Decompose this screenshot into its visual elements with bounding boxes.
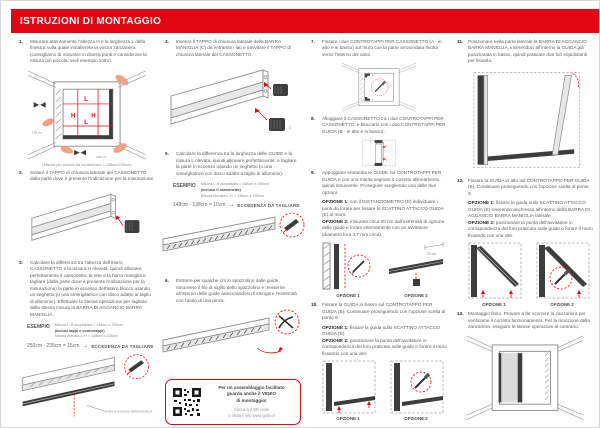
step-13 [457, 311, 593, 330]
title-banner [11, 9, 599, 33]
barra-leaning [552, 75, 571, 154]
window-measure-diagram [21, 69, 153, 161]
step-5-text: Calcolare la differenza tra la larghezza delle GUIDE e la misura L rilevata, quindi allineare perfettamente, e tagliare la parte in eccesso usando un seghetto (o una smerigliatrice con disco adatto a taglio di alluminio). [176, 151, 297, 176]
step-13-text: Montaggio finito. Provare a far scorrere la zanzariera per verificarne il corretto funzionamento. Per la rimozione della zanzariera, eseguire le stesse operazioni al contrario. [468, 311, 590, 329]
screwdriver-icon [375, 85, 382, 92]
guide-bar [471, 245, 477, 297]
finished-window-diagram [459, 334, 591, 422]
step-12-opt2-label: OPZIONE 2: [468, 219, 495, 225]
formula-2-expression: 148cm - 138cm = 10cm [173, 202, 226, 209]
controtappo-bottom [375, 163, 383, 166]
opzione-2-label: OPZIONE 2 [404, 416, 428, 421]
piece-a-top-label: A [371, 75, 373, 78]
step-3-number: 3. [19, 259, 23, 265]
column-1 [19, 39, 155, 425]
step-4 [165, 39, 301, 58]
step-12-opzione-1-diagram [463, 240, 525, 302]
ex1-row2-key: Misura rilevata L-H [54, 334, 87, 339]
step-1-number: 1. [19, 39, 23, 44]
qr-code[interactable] [172, 387, 202, 417]
step-9-diagrams [317, 239, 447, 293]
step-2-number: 2. [19, 169, 23, 175]
maniglia-caps-diagram [167, 62, 299, 148]
guide-cut-diagram [159, 211, 307, 275]
step-13-number: 13. [457, 311, 464, 317]
step-6-number: 6. [165, 278, 169, 284]
cassonetto-cap-diagram [21, 187, 153, 257]
pencil-icon [353, 261, 364, 272]
step-9-option-1 [322, 199, 447, 218]
ex2-row2-key: Misura rilevata L-H [200, 193, 233, 198]
step-12-diagram-labels [463, 302, 593, 307]
video-box-line3: di montaggio! [236, 397, 267, 403]
step-9-opzione-1-diagram [317, 239, 379, 293]
hand-illustration [114, 73, 130, 87]
step-9-opt1-text: con il DISTANZIOMETRO (D) individuare i punti da forare per fissare lo SCATTINO ATTACCO GUIDA (E) al muro. [322, 199, 444, 218]
formula-1 [27, 343, 155, 349]
step-2 [19, 170, 155, 183]
step-9 [311, 170, 447, 196]
step-6 [165, 278, 301, 304]
column-3 [311, 39, 447, 425]
opzione-1-label: OPZIONE 1 [482, 302, 506, 308]
step-11 [457, 39, 593, 65]
guide-bar [334, 244, 339, 289]
step-9-opt2-label: OPZIONE 2: [322, 218, 349, 224]
step-10-opt2-label: OPZIONE 2: [322, 337, 349, 343]
cap-c-label: C [289, 126, 292, 131]
column-2 [165, 39, 301, 425]
step-10-option-1 [322, 325, 447, 338]
columns [19, 39, 593, 425]
controtappo-a-top [365, 74, 370, 78]
example-label: ESEMPIO [173, 183, 196, 190]
step-12-number: 12. [457, 177, 464, 183]
label-h-right: H [91, 113, 96, 120]
barra-aggancio-diagram [13, 352, 161, 422]
piece-a-label: A [370, 141, 372, 144]
tape-measure-icon [74, 150, 86, 156]
step-12-opzione-2-diagram [531, 240, 593, 302]
step-10-diagram-labels [317, 416, 447, 421]
height-note: 235 cm [96, 155, 107, 160]
screwdriver-icon [415, 378, 425, 388]
step-9-opt2-text: misurare circa 20 cm dall'estremità di ognuna delle guide e forare internamente con un avvitatore (diametro foro 3,7 mm circa). [322, 218, 445, 237]
cassonetto-bar [109, 89, 113, 139]
label-l-top: L [84, 97, 88, 104]
step-12-intro: Fissare la GUIDA in alto sul CONTROTAPPO PER GUIDA (B). Continuare proseguendo con l'opzione scelta al punto 9. [468, 177, 590, 196]
example-block-2 [173, 182, 301, 199]
formula-2-result: ECCEDENZA DA TAGLIARE [237, 202, 300, 208]
step-10-intro: Fissare la GUIDA in basso sul CONTROTAPPO PER GUIDA (B). Continuare proseguendo con l'opzione scelta al punto 9. [322, 302, 446, 321]
ex1-note: (inclusi tappi e controtappi) [54, 328, 105, 333]
step-2-text: Svitare il TAPPO di chiusura laterale del CASSONETTO dalla parte dove è presente l'indicazione per la misurazione. [30, 169, 155, 182]
pliers-icon [279, 316, 293, 328]
ex1-row1-key: Misura L-H acquistata [54, 323, 92, 328]
formula-1-result: ECCEDENZA DA TAGLIARE [91, 343, 154, 349]
cassonetto-insert-diagram [319, 139, 439, 167]
piece-b-label: B [384, 165, 386, 168]
step-9-opzione-2-diagram [385, 239, 447, 293]
step-12-opt1-label: OPZIONE 1: [468, 200, 495, 206]
example-label: ESEMPIO [27, 324, 50, 331]
step-1-text: Misurare attentamente l'altezza H e la larghezza L della finestra sulla quale installerete la vostra zanzariera. (consigliamo di misurare in diversi punti e considerare la misura più piccola, vedi esempio sotto). [30, 39, 147, 64]
step-10 [311, 302, 447, 321]
step-9-opt1-label: OPZIONE 1: [322, 199, 349, 205]
step-8-number: 8. [311, 115, 315, 121]
step-12-opt2-text: posizionare la punta dell'avvitatore in corrispondenza del foro praticato sulle guide e forare il muro fissando con una vite. [468, 219, 593, 238]
barra-maniglia[interactable] [518, 354, 523, 403]
step-10-opt1-label: OPZIONE 1: [322, 324, 349, 330]
opzione-2-label: OPZIONE 2 [550, 302, 574, 308]
ex2-note: (incluso il cassonetto) [200, 188, 241, 193]
step-10-opzione-1-diagram [317, 358, 379, 416]
step-12-diagrams [463, 240, 593, 302]
step-9-number: 9. [311, 170, 315, 176]
ex2-row1-val: = 148cm x 250cm [238, 182, 269, 187]
label-l-bottom: L [84, 120, 88, 127]
guide-bar [394, 363, 400, 411]
step-5 [165, 151, 301, 177]
ex2-row1-key: Misura L-H acquistata [200, 182, 238, 187]
step-12-opt1-text: fissare la guida sullo SCATTINO ATTACCO GUIDA (E) inserendo anch'essa all'interno della BARRA DI AGGANCIO BARRA MANIGLIA laterale. [468, 200, 590, 219]
step-4-number: 4. [165, 39, 169, 44]
step-7-number: 7. [311, 39, 315, 44]
bottom-guide [402, 396, 443, 406]
spazzolino-pliers-diagram [159, 308, 307, 368]
opzione-1-label: OPZIONE 1 [336, 293, 360, 299]
step-3 [19, 260, 155, 318]
step-5-number: 5. [165, 151, 169, 157]
step-8 [311, 116, 447, 135]
example-block-1 [27, 323, 155, 340]
width-note: 138 cm [31, 130, 43, 135]
arrow-icon [82, 343, 88, 349]
column-4 [457, 39, 593, 425]
controtappo-a-bottom [365, 97, 370, 101]
step-9-option-2 [322, 219, 447, 238]
label-h-left: H [71, 113, 76, 120]
guide-bar [326, 363, 332, 411]
formula-2 [173, 202, 301, 208]
step-7-text: Fissare i due CONTROTAPPI PER CASSONETTO (A - in alto e in basso) sul muro con la parte arrotondata rivolta verso l'interno del vano. [322, 39, 442, 57]
step-9-diagram-labels [317, 293, 447, 298]
video-box-line4: Clicca sul QR code [234, 407, 269, 413]
controtappi-wall-diagram [311, 62, 447, 112]
step-10-number: 10. [311, 302, 318, 308]
video-box-line2: guarda anche il VIDEO [226, 391, 277, 397]
step-4-text: Inserire il TAPPO di chiusura laterale della BARRA MANIGLIA (C) da entrambi i lati e riavvitare il TAPPO di chiusura laterale del CASSONETTO. [176, 39, 291, 57]
step-10-option-2 [322, 338, 447, 357]
controtappo-top [375, 140, 383, 143]
scattino-bracket [413, 279, 420, 286]
step-11-number: 11. [457, 39, 464, 44]
barra-laterale-diagram [459, 69, 591, 175]
ex1-row2-val: = 138cm x 235cm [87, 334, 118, 339]
video-box-line1: Per un assemblaggio facilitato [218, 384, 285, 390]
opzione-2-label: OPZIONE 2 [404, 293, 428, 299]
guide-bottom [488, 149, 575, 161]
video-box-link[interactable]: o visita il sito www.grido.it [228, 413, 275, 419]
step-12-option-1 [468, 200, 593, 219]
step-10-diagrams [317, 358, 447, 416]
arrow-icon [228, 202, 234, 208]
screwdriver-icon [555, 274, 565, 284]
step-9-intro: Appoggiare entrambe le GUIDE sui CONTROTAPPI PER GUIDA e con una matita segnare il corretto allineamento, quindi rimuoverle. Proseguire scegliendo una delle due opzioni: [322, 170, 442, 195]
formula-1-expression: 250cm - 235cm = 15cm [27, 343, 80, 350]
ex2-row2-val: = 138cm x 235cm [233, 193, 264, 198]
step-8-text: Alloggiare il CASSONETTO tra i due CONTROTAPPI PER CASSONETTO, e bloccarlo con i due CONTROTAPPI PER GUIDA (B - in alto e in basso). [322, 115, 446, 134]
step-3-text: Calcolare la differenza tra l'altezza dell'intero CASSONETTO e la misura H rilevata, quindi allineare perfettamente il cassonetto, la rete e la barra maniglia e tagliare (dalla parte dove è presente l'indicazione per la misurazione) la parte in eccesso dell'intero blocco usando un seghetto (o una smerigliatrice con disco adatto al taglio di alluminio). Effettuare la stessa operazione per tagliare della stessa misura la BARRA DI AGGANCIO BARRA MANIGLIA. [30, 259, 151, 317]
step-10-opt2-text: posizionare la punta dell'avvitatore in corrispondenza del foro praticato sulle guide e forare il muro fissando con una vite. [322, 337, 447, 356]
step-11-text: Posizionare nella parte laterale la BARRA DI AGGANCIO BARRA MANIGLIA, inserendoci all'interno la GUIDA già posizionata in basso, quindi praticare due fori equidistanti per fissarla. [468, 39, 588, 64]
step-12-option-2 [468, 220, 593, 239]
guide-vertical [478, 75, 484, 164]
bottom-bar [63, 135, 113, 139]
tape-measure-icon [34, 102, 46, 108]
step-12 [457, 178, 593, 197]
ex1-row1-val: = 148cm x 250cm [92, 323, 123, 328]
opzione-1-label: OPZIONE 1 [336, 416, 360, 421]
piece-a-bottom-label: A [371, 99, 373, 102]
window-caption: (Misura più piccola da considerare = 138cm/235cm) [42, 161, 132, 167]
step-7 [311, 39, 447, 58]
video-qr-box [165, 379, 301, 425]
zanzariera-mesh [501, 354, 517, 403]
step-10-opzione-2-diagram [385, 358, 447, 416]
barra-aggancio-label: BARRA DI AGGANCIO BARRA MANIGLIA [104, 409, 154, 414]
hand-illustration [41, 117, 55, 128]
guide-bar [539, 245, 545, 297]
step-1 [19, 39, 155, 65]
page-title: ISTRUZIONI DI MONTAGGIO [20, 15, 162, 27]
step-10-opt1-text: fissare la guida sullo SCATTINO ATTACCO GUIDA (E). [322, 324, 440, 337]
step-6-text: Estrarre per qualche cm lo spazzolino dalle guide, rimuovere il filo di sigillo dello spazzolino e reinserire all'interno delle guide assicurandosi di stringere l'estremità con l'aiuto di una pinza. [176, 278, 297, 303]
cm20-label: 20 cm [427, 252, 437, 257]
